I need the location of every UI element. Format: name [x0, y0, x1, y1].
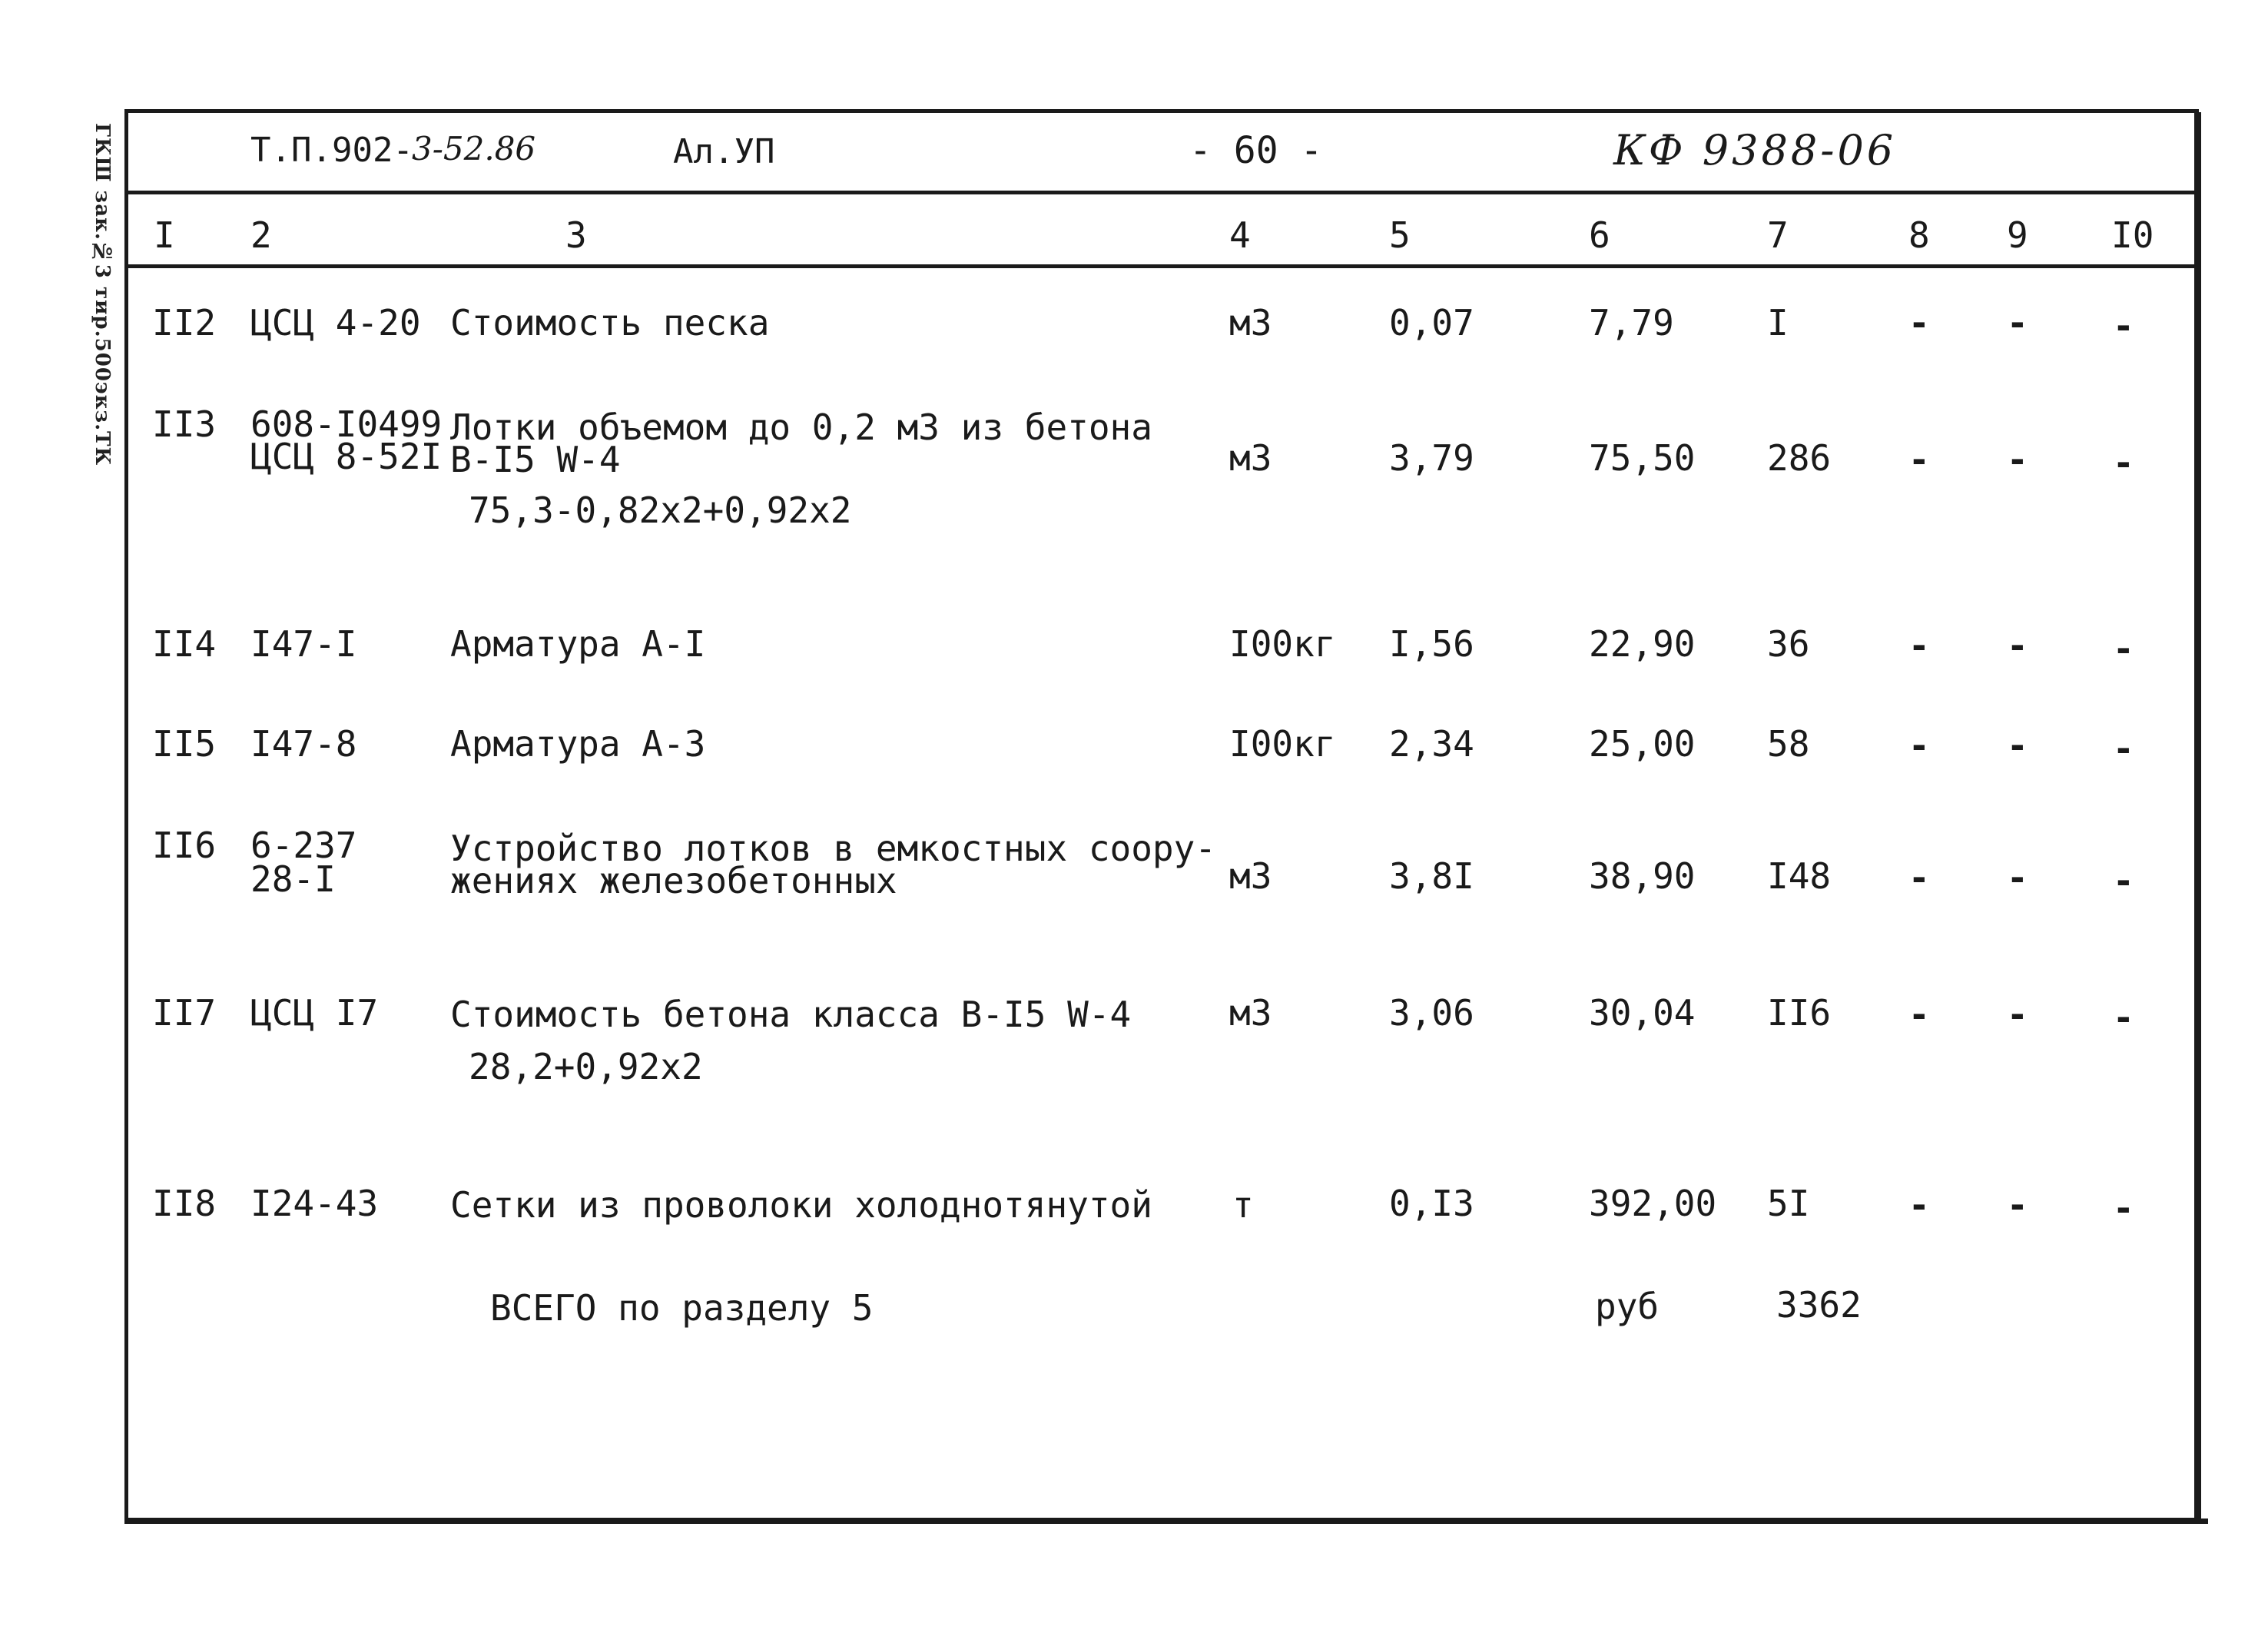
row-113-qty: 3,79 [1389, 437, 1474, 479]
row-114-qty: I,56 [1389, 623, 1474, 665]
kf-number: КФ 9388-06 [1613, 126, 1897, 174]
row-115-desc: Арматура А-3 [450, 723, 706, 765]
col-header-2: 2 [250, 214, 272, 256]
row-117-unit: м3 [1229, 992, 1272, 1034]
row-116-col8: - [1908, 857, 1930, 898]
row-114-col10: - [2113, 628, 2134, 669]
row-116-desc: Устройство лотков в емкостных соору- [450, 828, 1216, 869]
row-116-qty: 3,8I [1389, 855, 1474, 897]
page-number: - 60 - [1189, 129, 1323, 172]
col-header-4: 4 [1229, 214, 1251, 256]
row-113-col8: - [1908, 439, 1930, 480]
row-112-num: II2 [152, 302, 217, 344]
row-116-num: II6 [152, 825, 217, 866]
row-113-col10: - [2113, 442, 2134, 483]
row-114-desc: Арматура А-I [450, 623, 706, 665]
row-117-code: ЦСЦ I7 [250, 992, 379, 1034]
row-117-col9: - [2007, 994, 2028, 1035]
col-header-6: 6 [1589, 214, 1610, 256]
row-113-code: 608-I0499 [250, 403, 443, 445]
row-112-code: ЦСЦ 4-20 [250, 302, 421, 344]
row-115-num: II5 [152, 723, 217, 765]
row-116-col10: - [2113, 860, 2134, 901]
row-117-formula: 28,2+0,92х2 [469, 1046, 703, 1087]
table-frame [124, 109, 2199, 1522]
row-117-total: II6 [1767, 992, 1832, 1034]
row-116-col9: - [2007, 857, 2028, 898]
row-112-col10: - [2113, 305, 2134, 347]
frame-right-edge [2194, 112, 2201, 1520]
row-116-total: I48 [1767, 855, 1832, 897]
row-115-qty: 2,34 [1389, 723, 1474, 765]
row-112-desc: Стоимость песка [450, 302, 770, 344]
row-118-desc: Сетки из проволоки холоднотянутой [450, 1184, 1152, 1226]
row-114-code: I47-I [250, 623, 357, 665]
col-header-5: 5 [1389, 214, 1411, 256]
row-115-unit: I00кг [1229, 723, 1336, 765]
col-header-10: I0 [2111, 214, 2154, 256]
row-116-desc2: жениях железобетонных [450, 860, 897, 901]
row-112-total: I [1767, 302, 1789, 344]
row-117-desc: Стоимость бетона класса В-I5 W-4 [450, 994, 1132, 1035]
row-114-num: II4 [152, 623, 217, 665]
row-113-formula: 75,3-0,82х2+0,92х2 [469, 490, 852, 531]
row-118-qty: 0,I3 [1389, 1183, 1474, 1224]
row-117-col10: - [2113, 997, 2134, 1038]
row-116-price: 38,90 [1589, 855, 1696, 897]
row-118-col10: - [2113, 1187, 2134, 1229]
col-header-3: 3 [565, 214, 587, 256]
section-total-unit: руб [1595, 1286, 1660, 1327]
row-115-col10: - [2113, 728, 2134, 769]
row-115-total: 58 [1767, 723, 1810, 765]
doc-code: Т.П.902- [250, 131, 413, 170]
row-113-unit: м3 [1229, 437, 1272, 479]
col-header-9: 9 [2007, 214, 2028, 256]
row-118-col8: - [1908, 1184, 1930, 1226]
row-112-qty: 0,07 [1389, 302, 1474, 344]
row-112-col8: - [1908, 302, 1930, 344]
row-118-col9: - [2007, 1184, 2028, 1226]
row-114-total: 36 [1767, 623, 1810, 665]
row-117-price: 30,04 [1589, 992, 1696, 1034]
section-total-label: ВСЕГО по разделу 5 [490, 1287, 874, 1329]
row-116-unit: м3 [1229, 855, 1272, 897]
header-divider [124, 191, 2199, 194]
row-112-unit: м3 [1229, 302, 1272, 344]
row-112-col9: - [2007, 302, 2028, 344]
row-113-num: II3 [152, 403, 217, 445]
row-114-unit: I00кг [1229, 623, 1336, 665]
album-label: Ал.УП [673, 132, 775, 171]
col-header-1: I [154, 214, 175, 256]
row-113-desc: Лотки объемом до 0,2 м3 из бетона [450, 407, 1152, 448]
row-113-total: 286 [1767, 437, 1832, 479]
row-115-price: 25,00 [1589, 723, 1696, 765]
row-118-total: 5I [1767, 1183, 1810, 1224]
column-header-divider [124, 264, 2199, 268]
row-114-col8: - [1908, 625, 1930, 666]
row-114-price: 22,90 [1589, 623, 1696, 665]
row-117-col8: - [1908, 994, 1930, 1035]
row-112-price: 7,79 [1589, 302, 1674, 344]
row-118-code: I24-43 [250, 1183, 379, 1224]
section-total-value: 3362 [1776, 1284, 1862, 1326]
row-115-code: I47-8 [250, 723, 357, 765]
row-113-col9: - [2007, 439, 2028, 480]
row-113-code2: ЦСЦ 8-52I [250, 436, 443, 477]
row-118-num: II8 [152, 1183, 217, 1224]
row-118-unit: т [1232, 1184, 1254, 1226]
frame-bottom-edge [124, 1518, 2208, 1524]
row-116-code: 6-237 [250, 825, 357, 866]
row-113-price: 75,50 [1589, 437, 1696, 479]
row-115-col9: - [2007, 725, 2028, 766]
row-117-num: II7 [152, 992, 217, 1034]
row-118-price: 392,00 [1589, 1183, 1717, 1224]
row-117-qty: 3,06 [1389, 992, 1474, 1034]
doc-code-handwritten: 3-52.86 [412, 130, 536, 168]
row-113-desc2: В-I5 W-4 [450, 439, 621, 480]
row-115-col8: - [1908, 725, 1930, 766]
row-114-col9: - [2007, 625, 2028, 666]
side-stamp-note: ГКШ зак.№3 тир.500экз.ТК [91, 123, 114, 466]
col-header-7: 7 [1767, 214, 1789, 256]
row-116-code2: 28-I [250, 858, 336, 900]
col-header-8: 8 [1908, 214, 1930, 256]
